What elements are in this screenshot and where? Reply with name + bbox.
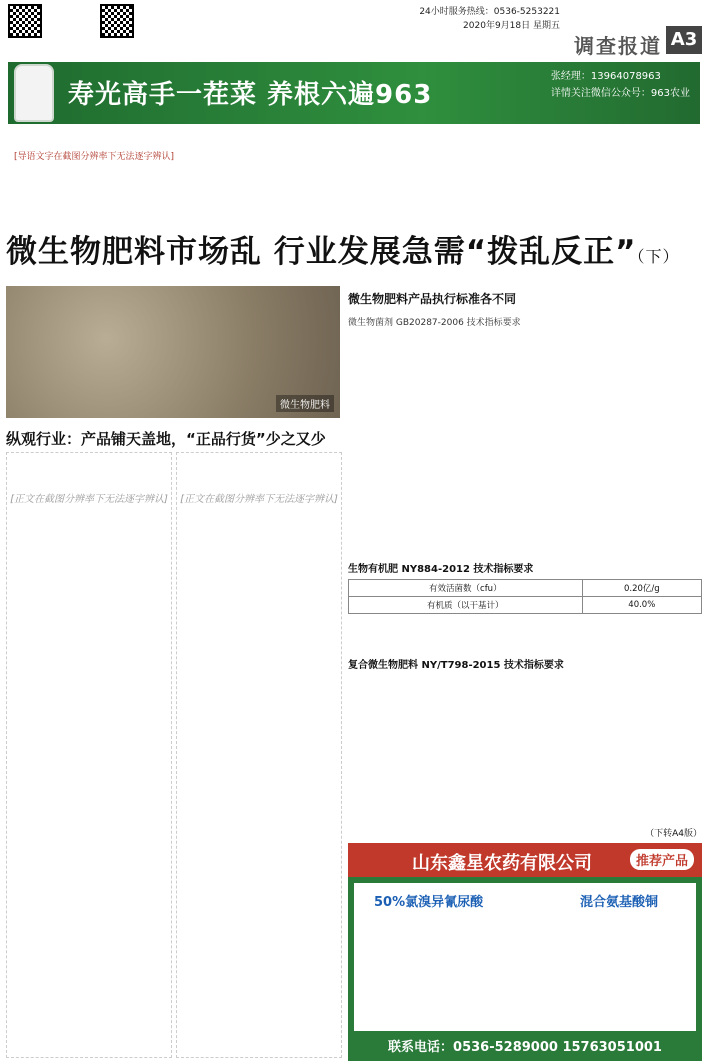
product-2-name: 混合氨基酸铜 [580,895,659,910]
bottom-ad-header [348,843,702,877]
table-3-title: 复合微生物肥料 NY/T798-2015 技术指标要求 [348,660,564,671]
section-tag: 调查报道 [574,34,662,58]
date-line: 2020年9月18日 星期五 [463,21,560,31]
table-3 [348,656,702,671]
fertilizer-bottle-icon [14,64,54,122]
ad-contact-phone: 张经理：13964078963 [550,71,661,82]
bottom-ad [348,843,702,1061]
table-row [349,597,702,614]
top-ad-banner [8,62,700,124]
headline-main: 微生物肥料市场乱 行业发展急需“拨乱反正” [6,234,637,270]
page-title [6,226,680,271]
page-number: A3 [666,26,702,54]
bottom-ad-products [354,883,696,1031]
masthead [0,0,708,60]
tables-title: 微生物肥料产品执行标准各不同 [348,292,517,306]
table-2 [348,560,702,614]
hotline: 24小时服务热线：0536-5253221 [419,7,560,17]
table-cell: 有效活菌数（cfu） [349,580,583,597]
body-column-2: [正文在截图分辨率下无法逐字辨认] [176,452,342,1058]
table-1-subtitle: 微生物菌剂 GB20287-2006 技术指标要求 [348,318,521,328]
qr-code-left-icon [8,4,42,38]
soil-photo [6,286,340,418]
body-column-1: [正文在截图分辨率下无法逐字辨认] [6,452,172,1058]
section-subhead: 纵观行业：产品铺天盖地，“正品行货”少之又少 [6,430,326,448]
headline-suffix: （下） [636,247,680,266]
ad-company-name: 山东鑫星农药有限公司 [412,853,592,874]
ad-contact [551,68,690,102]
photo-caption: 微生物肥料 [276,395,334,412]
standards-tables [348,290,702,328]
qr-code-right-icon [100,4,134,38]
ad-phone: 联系电话：0536-5289000 15763051001 [348,1035,702,1061]
ad-slogan: 寿光高手一茬菜 养根六遍963 [68,80,433,110]
recommend-badge: 推荐产品 [630,849,694,870]
table-cell: 0.20亿/g [582,580,701,597]
table-2-title: 生物有机肥 NY884-2012 技术指标要求 [348,564,534,575]
table-cell: 40.0% [582,597,701,614]
product-1-name: 50%氯溴异氰尿酸 [374,895,484,910]
continued-note: （下转A4版） [645,829,702,839]
table-row [349,580,702,597]
lede-paragraph: [导语文字在截图分辨率下无法逐字辨认] [14,152,175,162]
ad-contact-wechat: 详情关注微信公众号：963农业 [550,88,690,99]
table-cell: 有机质（以干基计） [349,597,583,614]
